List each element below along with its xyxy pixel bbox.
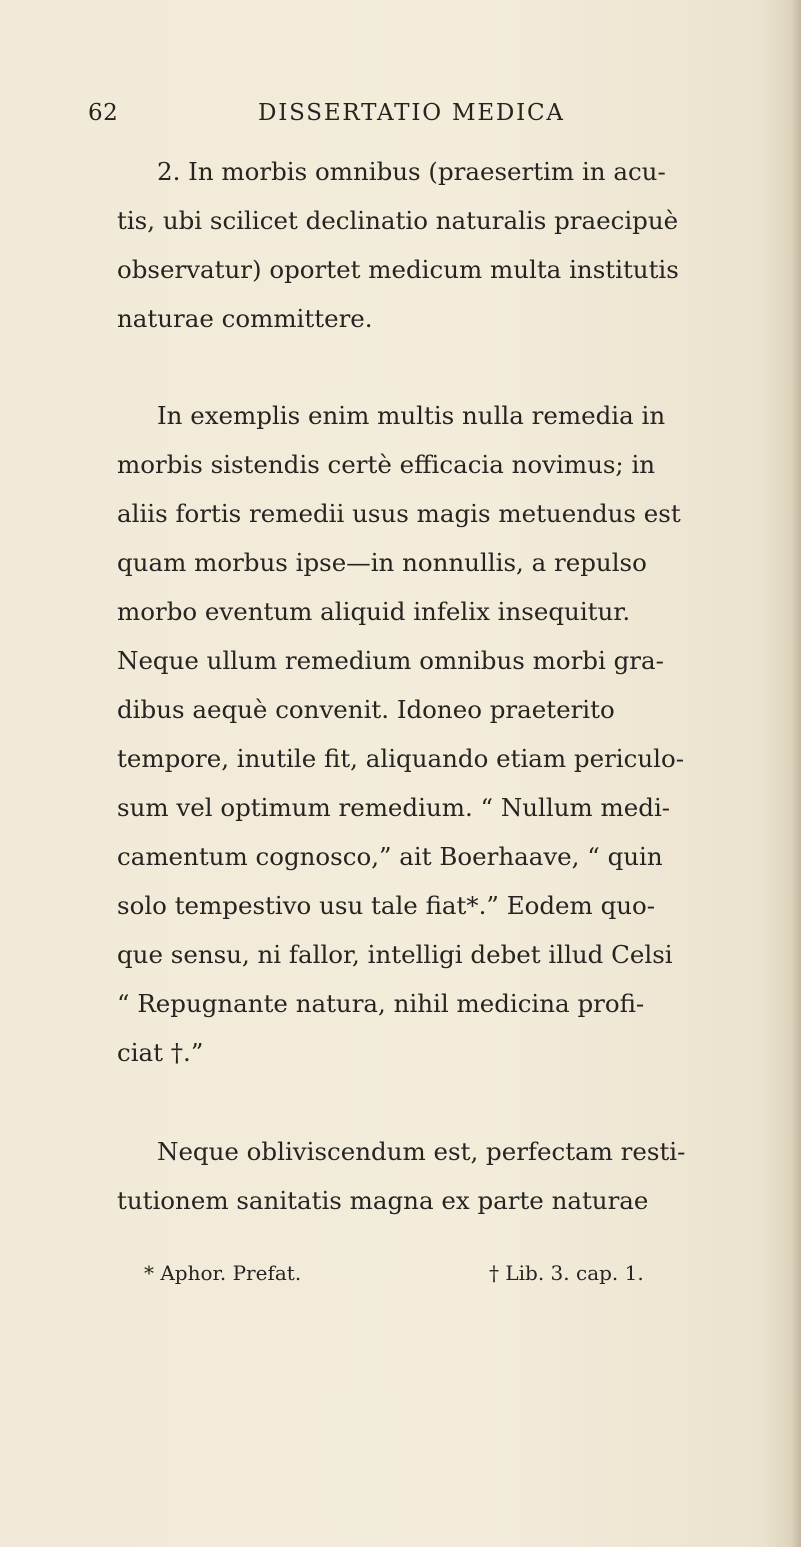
text-line: “ Repugnante natura, nihil medicina profi- — [117, 989, 645, 1018]
text-line: tutionem sanitatis magna ex parte naturae — [117, 1186, 649, 1215]
footnote-aphorisms: * Aphor. Prefat. — [144, 1261, 302, 1285]
text-line: sum vel optimum remedium. “ Nullum medi- — [117, 793, 671, 822]
text-line: Neque obliviscendum est, perfectam resti- — [157, 1137, 686, 1166]
text-line: naturae committere. — [117, 304, 373, 333]
text-line: dibus aequè convenit. Idoneo praeterito — [117, 695, 615, 724]
text-line: 2. In morbis omnibus (praesertim in acu- — [157, 157, 666, 186]
text-line: morbo eventum aliquid infelix insequitur. — [117, 597, 631, 626]
text-line: aliis fortis remedii usus magis metuendus est — [117, 499, 681, 528]
text-line: tis, ubi scilicet declinatio naturalis praecipuè — [117, 206, 679, 235]
footnote-celsus: † Lib. 3. cap. 1. — [489, 1261, 644, 1285]
text-line: solo tempestivo usu tale fiat*.” Eodem quo- — [117, 891, 656, 920]
text-line: quam morbus ipse—in nonnullis, a repulso — [117, 548, 647, 577]
page-header — [88, 100, 608, 140]
footnotes — [117, 1261, 737, 1301]
running-title: DISSERTATIO MEDICA — [258, 100, 565, 126]
text-line: morbis sistendis certè efficacia novimus; in — [117, 450, 656, 479]
page-edge-shadow — [791, 0, 801, 1547]
text-line: que sensu, ni fallor, intelligi debet illud Celsi — [117, 940, 673, 969]
text-line: ciat †.” — [117, 1038, 204, 1067]
text-line: camentum cognosco,” ait Boerhaave, “ quin — [117, 842, 663, 871]
text-line: In exemplis enim multis nulla remedia in — [157, 401, 666, 430]
page-number: 62 — [88, 100, 119, 126]
text-line: observatur) oportet medicum multa institutis — [117, 255, 679, 284]
text-line: Neque ullum remedium omnibus morbi gra- — [117, 646, 664, 675]
text-line: tempore, inutile fit, aliquando etiam periculo- — [117, 744, 685, 773]
